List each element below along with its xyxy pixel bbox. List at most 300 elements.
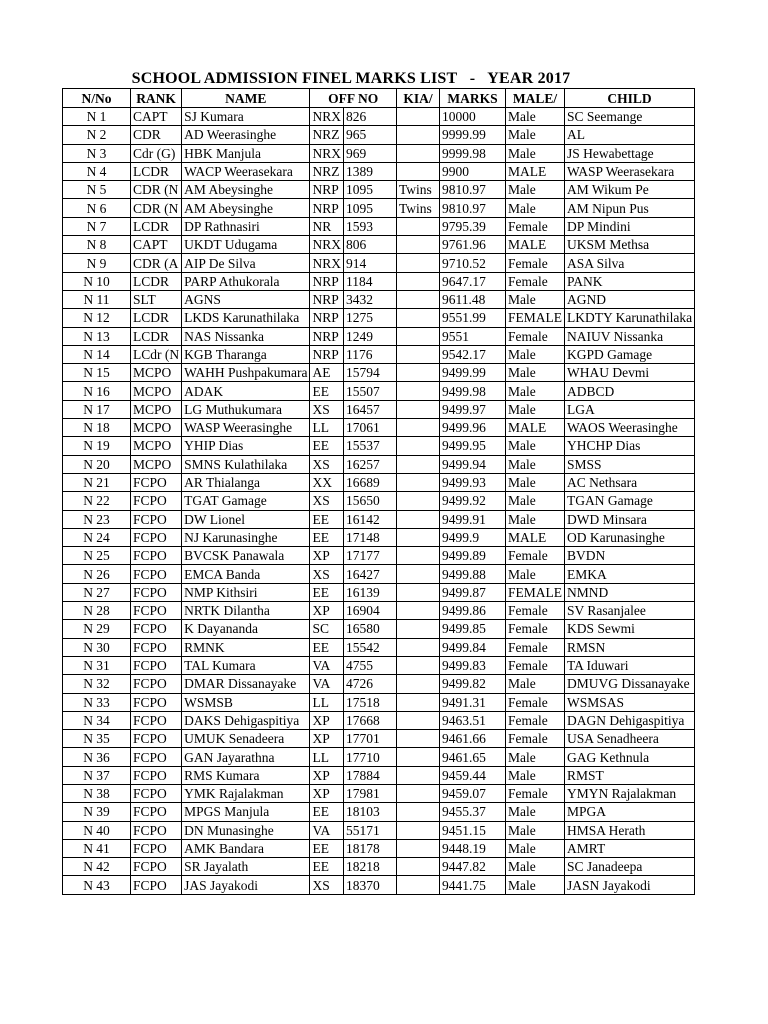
- cell-off-code: XP: [310, 547, 344, 565]
- cell-gender: Male: [506, 565, 565, 583]
- cell-no: N 42: [63, 858, 131, 876]
- cell-off-number: 17668: [344, 711, 397, 729]
- cell-marks: 9542.17: [440, 345, 506, 363]
- cell-rank: FCPO: [131, 784, 182, 802]
- cell-rank: FCPO: [131, 620, 182, 638]
- table-row: [63, 711, 695, 729]
- cell-no: N 21: [63, 473, 131, 491]
- cell-name: AM Abeysinghe: [182, 199, 310, 217]
- cell-marks: 9499.92: [440, 492, 506, 510]
- table-row: [63, 656, 695, 674]
- table-row: [63, 876, 695, 894]
- cell-marks: 9441.75: [440, 876, 506, 894]
- cell-name: LG Muthukumara: [182, 400, 310, 418]
- cell-off-number: 16457: [344, 400, 397, 418]
- cell-name: EMCA Banda: [182, 565, 310, 583]
- cell-name: MPGS Manjula: [182, 803, 310, 821]
- cell-no: N 10: [63, 272, 131, 290]
- cell-marks: 9999.98: [440, 144, 506, 162]
- cell-off-code: NRP: [310, 309, 344, 327]
- table-row: [63, 382, 695, 400]
- cell-gender: Female: [506, 272, 565, 290]
- table-row: [63, 327, 695, 345]
- cell-off-number: 55171: [344, 821, 397, 839]
- cell-off-code: NRZ: [310, 126, 344, 144]
- table-row: [63, 858, 695, 876]
- cell-gender: MALE: [506, 162, 565, 180]
- cell-child: WSMSAS: [565, 693, 695, 711]
- cell-off-number: 16904: [344, 602, 397, 620]
- cell-gender: Male: [506, 876, 565, 894]
- cell-rank: MCPO: [131, 400, 182, 418]
- cell-marks: 9499.82: [440, 675, 506, 693]
- cell-child: DWD Minsara: [565, 510, 695, 528]
- cell-rank: CDR (N: [131, 181, 182, 199]
- cell-off-code: NRX: [310, 236, 344, 254]
- table-row: [63, 748, 695, 766]
- cell-kia: [397, 839, 440, 857]
- table-row: [63, 693, 695, 711]
- cell-name: DAKS Dehigaspitiya: [182, 711, 310, 729]
- cell-no: N 20: [63, 455, 131, 473]
- cell-child: NMND: [565, 583, 695, 601]
- table-row: [63, 803, 695, 821]
- cell-off-number: 16142: [344, 510, 397, 528]
- cell-no: N 6: [63, 199, 131, 217]
- cell-off-number: 17061: [344, 419, 397, 437]
- cell-kia: [397, 711, 440, 729]
- cell-kia: [397, 272, 440, 290]
- cell-no: N 41: [63, 839, 131, 857]
- cell-off-number: 826: [344, 108, 397, 126]
- cell-off-number: 15542: [344, 638, 397, 656]
- cell-child: ASA Silva: [565, 254, 695, 272]
- cell-child: AMRT: [565, 839, 695, 857]
- cell-marks: 9761.96: [440, 236, 506, 254]
- cell-kia: [397, 327, 440, 345]
- cell-kia: [397, 565, 440, 583]
- cell-no: N 11: [63, 290, 131, 308]
- cell-marks: 9499.88: [440, 565, 506, 583]
- cell-off-number: 18370: [344, 876, 397, 894]
- cell-child: AM Wikum Pe: [565, 181, 695, 199]
- table-row: [63, 217, 695, 235]
- cell-name: WAHH Pushpakumara: [182, 364, 310, 382]
- cell-gender: Male: [506, 181, 565, 199]
- cell-gender: Male: [506, 510, 565, 528]
- cell-rank: FCPO: [131, 675, 182, 693]
- cell-gender: Male: [506, 821, 565, 839]
- cell-kia: [397, 217, 440, 235]
- cell-gender: Male: [506, 492, 565, 510]
- cell-gender: Male: [506, 400, 565, 418]
- cell-no: N 4: [63, 162, 131, 180]
- cell-kia: [397, 602, 440, 620]
- cell-off-code: NRP: [310, 345, 344, 363]
- cell-name: SR Jayalath: [182, 858, 310, 876]
- cell-gender: Female: [506, 327, 565, 345]
- cell-kia: [397, 455, 440, 473]
- cell-child: KGPD Gamage: [565, 345, 695, 363]
- cell-name: YMK Rajalakman: [182, 784, 310, 802]
- table-row: [63, 455, 695, 473]
- cell-off-code: XS: [310, 876, 344, 894]
- cell-marks: 9499.86: [440, 602, 506, 620]
- marks-table: [62, 88, 695, 895]
- cell-no: N 22: [63, 492, 131, 510]
- table-row: [63, 766, 695, 784]
- cell-child: ADBCD: [565, 382, 695, 400]
- cell-kia: [397, 364, 440, 382]
- table-row: [63, 162, 695, 180]
- cell-off-number: 1275: [344, 309, 397, 327]
- cell-kia: [397, 620, 440, 638]
- header-gender: MALE/: [506, 89, 565, 108]
- cell-name: SMNS Kulathilaka: [182, 455, 310, 473]
- cell-marks: 9455.37: [440, 803, 506, 821]
- cell-off-number: 17981: [344, 784, 397, 802]
- cell-no: N 1: [63, 108, 131, 126]
- cell-child: OD Karunasinghe: [565, 528, 695, 546]
- cell-no: N 32: [63, 675, 131, 693]
- cell-name: WACP Weerasekara: [182, 162, 310, 180]
- cell-kia: [397, 290, 440, 308]
- cell-name: TGAT Gamage: [182, 492, 310, 510]
- cell-off-number: 1249: [344, 327, 397, 345]
- cell-name: SJ Kumara: [182, 108, 310, 126]
- cell-off-number: 17177: [344, 547, 397, 565]
- cell-child: GAG Kethnula: [565, 748, 695, 766]
- cell-off-code: NRP: [310, 290, 344, 308]
- cell-off-code: LL: [310, 419, 344, 437]
- cell-kia: [397, 638, 440, 656]
- cell-name: DW Lionel: [182, 510, 310, 528]
- cell-kia: [397, 858, 440, 876]
- cell-marks: 10000: [440, 108, 506, 126]
- table-row: [63, 492, 695, 510]
- cell-child: USA Senadheera: [565, 730, 695, 748]
- cell-name: DP Rathnasiri: [182, 217, 310, 235]
- cell-off-code: AE: [310, 364, 344, 382]
- table-row: [63, 108, 695, 126]
- cell-rank: MCPO: [131, 419, 182, 437]
- cell-rank: LCDR: [131, 272, 182, 290]
- cell-rank: LCDR: [131, 309, 182, 327]
- cell-kia: [397, 693, 440, 711]
- cell-off-number: 16580: [344, 620, 397, 638]
- table-row: [63, 181, 695, 199]
- cell-off-code: XS: [310, 455, 344, 473]
- cell-name: WASP Weerasinghe: [182, 419, 310, 437]
- cell-no: N 33: [63, 693, 131, 711]
- cell-off-number: 1095: [344, 199, 397, 217]
- table-header-row: [63, 89, 695, 108]
- cell-gender: Female: [506, 711, 565, 729]
- cell-kia: [397, 675, 440, 693]
- table-row: [63, 126, 695, 144]
- cell-off-code: EE: [310, 510, 344, 528]
- cell-rank: MCPO: [131, 455, 182, 473]
- cell-name: NAS Nissanka: [182, 327, 310, 345]
- cell-rank: FCPO: [131, 839, 182, 857]
- table-row: [63, 675, 695, 693]
- cell-marks: 9810.97: [440, 181, 506, 199]
- cell-rank: CAPT: [131, 108, 182, 126]
- cell-kia: [397, 803, 440, 821]
- cell-off-code: NRP: [310, 181, 344, 199]
- cell-off-number: 16257: [344, 455, 397, 473]
- cell-gender: Male: [506, 364, 565, 382]
- cell-rank: FCPO: [131, 583, 182, 601]
- header-rank: RANK: [131, 89, 182, 108]
- cell-no: N 28: [63, 602, 131, 620]
- cell-gender: FEMALE: [506, 583, 565, 601]
- cell-no: N 8: [63, 236, 131, 254]
- cell-gender: MALE: [506, 419, 565, 437]
- cell-child: UKSM Methsa: [565, 236, 695, 254]
- table-row: [63, 309, 695, 327]
- cell-child: HMSA Herath: [565, 821, 695, 839]
- cell-off-number: 806: [344, 236, 397, 254]
- cell-no: N 3: [63, 144, 131, 162]
- cell-no: N 18: [63, 419, 131, 437]
- cell-rank: FCPO: [131, 565, 182, 583]
- cell-off-number: 15650: [344, 492, 397, 510]
- table-row: [63, 473, 695, 491]
- cell-name: K Dayananda: [182, 620, 310, 638]
- cell-child: JS Hewabettage: [565, 144, 695, 162]
- cell-child: BVDN: [565, 547, 695, 565]
- cell-child: AC Nethsara: [565, 473, 695, 491]
- cell-off-code: EE: [310, 583, 344, 601]
- cell-off-code: NRX: [310, 144, 344, 162]
- cell-marks: 9810.97: [440, 199, 506, 217]
- header-kia: KIA/: [397, 89, 440, 108]
- cell-off-number: 1593: [344, 217, 397, 235]
- cell-rank: LCDR: [131, 162, 182, 180]
- cell-kia: [397, 748, 440, 766]
- cell-kia: [397, 583, 440, 601]
- header-no: N/No: [63, 89, 131, 108]
- cell-rank: LCDR: [131, 217, 182, 235]
- cell-off-number: 1176: [344, 345, 397, 363]
- table-row: [63, 345, 695, 363]
- cell-rank: MCPO: [131, 382, 182, 400]
- cell-gender: Male: [506, 345, 565, 363]
- cell-no: N 23: [63, 510, 131, 528]
- cell-name: AGNS: [182, 290, 310, 308]
- cell-gender: Male: [506, 290, 565, 308]
- cell-no: N 12: [63, 309, 131, 327]
- cell-no: N 31: [63, 656, 131, 674]
- cell-child: LGA: [565, 400, 695, 418]
- table-row: [63, 583, 695, 601]
- cell-marks: 9499.9: [440, 528, 506, 546]
- cell-rank: FCPO: [131, 547, 182, 565]
- table-row: [63, 510, 695, 528]
- cell-no: N 29: [63, 620, 131, 638]
- cell-gender: Male: [506, 748, 565, 766]
- table-row: [63, 144, 695, 162]
- table-row: [63, 620, 695, 638]
- cell-rank: MCPO: [131, 364, 182, 382]
- cell-off-code: EE: [310, 638, 344, 656]
- cell-gender: Female: [506, 602, 565, 620]
- cell-gender: Female: [506, 254, 565, 272]
- cell-off-number: 16427: [344, 565, 397, 583]
- cell-kia: [397, 382, 440, 400]
- cell-kia: [397, 547, 440, 565]
- cell-gender: Male: [506, 473, 565, 491]
- cell-name: DMAR Dissanayake: [182, 675, 310, 693]
- cell-off-number: 16689: [344, 473, 397, 491]
- cell-child: TA Iduwari: [565, 656, 695, 674]
- cell-marks: 9999.99: [440, 126, 506, 144]
- header-name: NAME: [182, 89, 310, 108]
- cell-gender: Male: [506, 382, 565, 400]
- cell-rank: CDR: [131, 126, 182, 144]
- cell-gender: FEMALE: [506, 309, 565, 327]
- cell-kia: [397, 528, 440, 546]
- cell-kia: [397, 510, 440, 528]
- cell-kia: [397, 236, 440, 254]
- cell-child: TGAN Gamage: [565, 492, 695, 510]
- cell-kia: Twins: [397, 181, 440, 199]
- cell-marks: 9499.95: [440, 437, 506, 455]
- cell-kia: [397, 126, 440, 144]
- cell-kia: [397, 309, 440, 327]
- cell-gender: Male: [506, 803, 565, 821]
- cell-gender: Male: [506, 144, 565, 162]
- cell-gender: Female: [506, 547, 565, 565]
- cell-gender: Female: [506, 217, 565, 235]
- cell-off-code: XP: [310, 784, 344, 802]
- cell-off-number: 15507: [344, 382, 397, 400]
- cell-off-code: NR: [310, 217, 344, 235]
- cell-off-code: EE: [310, 858, 344, 876]
- table-row: [63, 364, 695, 382]
- cell-marks: 9499.87: [440, 583, 506, 601]
- cell-marks: 9795.39: [440, 217, 506, 235]
- cell-off-code: VA: [310, 821, 344, 839]
- cell-marks: 9710.52: [440, 254, 506, 272]
- cell-no: N 15: [63, 364, 131, 382]
- cell-kia: [397, 821, 440, 839]
- table-row: [63, 638, 695, 656]
- cell-marks: 9461.65: [440, 748, 506, 766]
- table-row: [63, 821, 695, 839]
- cell-marks: 9459.44: [440, 766, 506, 784]
- cell-gender: MALE: [506, 236, 565, 254]
- cell-no: N 24: [63, 528, 131, 546]
- cell-gender: MALE: [506, 528, 565, 546]
- cell-marks: 9551: [440, 327, 506, 345]
- cell-name: JAS Jayakodi: [182, 876, 310, 894]
- cell-name: WSMSB: [182, 693, 310, 711]
- cell-rank: FCPO: [131, 858, 182, 876]
- cell-off-number: 15537: [344, 437, 397, 455]
- header-off-no: OFF NO: [310, 89, 397, 108]
- cell-child: MPGA: [565, 803, 695, 821]
- cell-off-number: 914: [344, 254, 397, 272]
- cell-off-number: 18178: [344, 839, 397, 857]
- cell-rank: CAPT: [131, 236, 182, 254]
- cell-name: YHIP Dias: [182, 437, 310, 455]
- cell-child: SC Seemange: [565, 108, 695, 126]
- cell-kia: [397, 492, 440, 510]
- cell-rank: FCPO: [131, 492, 182, 510]
- cell-off-number: 17518: [344, 693, 397, 711]
- cell-off-code: EE: [310, 839, 344, 857]
- cell-no: N 36: [63, 748, 131, 766]
- cell-marks: 9499.84: [440, 638, 506, 656]
- cell-gender: Female: [506, 730, 565, 748]
- cell-kia: [397, 144, 440, 162]
- cell-no: N 19: [63, 437, 131, 455]
- cell-off-code: EE: [310, 382, 344, 400]
- cell-rank: LCDR: [131, 327, 182, 345]
- cell-no: N 25: [63, 547, 131, 565]
- cell-marks: 9499.96: [440, 419, 506, 437]
- cell-off-number: 17701: [344, 730, 397, 748]
- cell-no: N 7: [63, 217, 131, 235]
- cell-name: PARP Athukorala: [182, 272, 310, 290]
- cell-no: N 40: [63, 821, 131, 839]
- cell-off-code: XS: [310, 492, 344, 510]
- cell-rank: LCdr (N: [131, 345, 182, 363]
- cell-child: PANK: [565, 272, 695, 290]
- cell-kia: [397, 876, 440, 894]
- cell-name: AM Abeysinghe: [182, 181, 310, 199]
- table-row: [63, 437, 695, 455]
- cell-name: NMP Kithsiri: [182, 583, 310, 601]
- cell-marks: 9499.99: [440, 364, 506, 382]
- cell-name: AR Thialanga: [182, 473, 310, 491]
- cell-name: DN Munasinghe: [182, 821, 310, 839]
- cell-gender: Male: [506, 437, 565, 455]
- header-child: CHILD: [565, 89, 695, 108]
- cell-off-code: NRX: [310, 108, 344, 126]
- cell-no: N 39: [63, 803, 131, 821]
- cell-name: HBK Manjula: [182, 144, 310, 162]
- cell-gender: Female: [506, 656, 565, 674]
- table-row: [63, 547, 695, 565]
- cell-off-code: NRP: [310, 199, 344, 217]
- table-row: [63, 565, 695, 583]
- cell-marks: 9499.83: [440, 656, 506, 674]
- cell-name: RMS Kumara: [182, 766, 310, 784]
- cell-rank: FCPO: [131, 803, 182, 821]
- cell-off-code: XP: [310, 766, 344, 784]
- cell-child: RMST: [565, 766, 695, 784]
- cell-off-number: 17710: [344, 748, 397, 766]
- cell-kia: Twins: [397, 199, 440, 217]
- cell-gender: Male: [506, 858, 565, 876]
- cell-gender: Male: [506, 108, 565, 126]
- cell-rank: FCPO: [131, 876, 182, 894]
- cell-child: NAIUV Nissanka: [565, 327, 695, 345]
- cell-off-code: EE: [310, 528, 344, 546]
- cell-child: WHAU Devmi: [565, 364, 695, 382]
- cell-child: SV Rasanjalee: [565, 602, 695, 620]
- cell-kia: [397, 473, 440, 491]
- cell-name: AD Weerasinghe: [182, 126, 310, 144]
- cell-rank: FCPO: [131, 693, 182, 711]
- cell-marks: 9499.93: [440, 473, 506, 491]
- table-row: [63, 419, 695, 437]
- table-row: [63, 254, 695, 272]
- cell-child: SC Janadeepa: [565, 858, 695, 876]
